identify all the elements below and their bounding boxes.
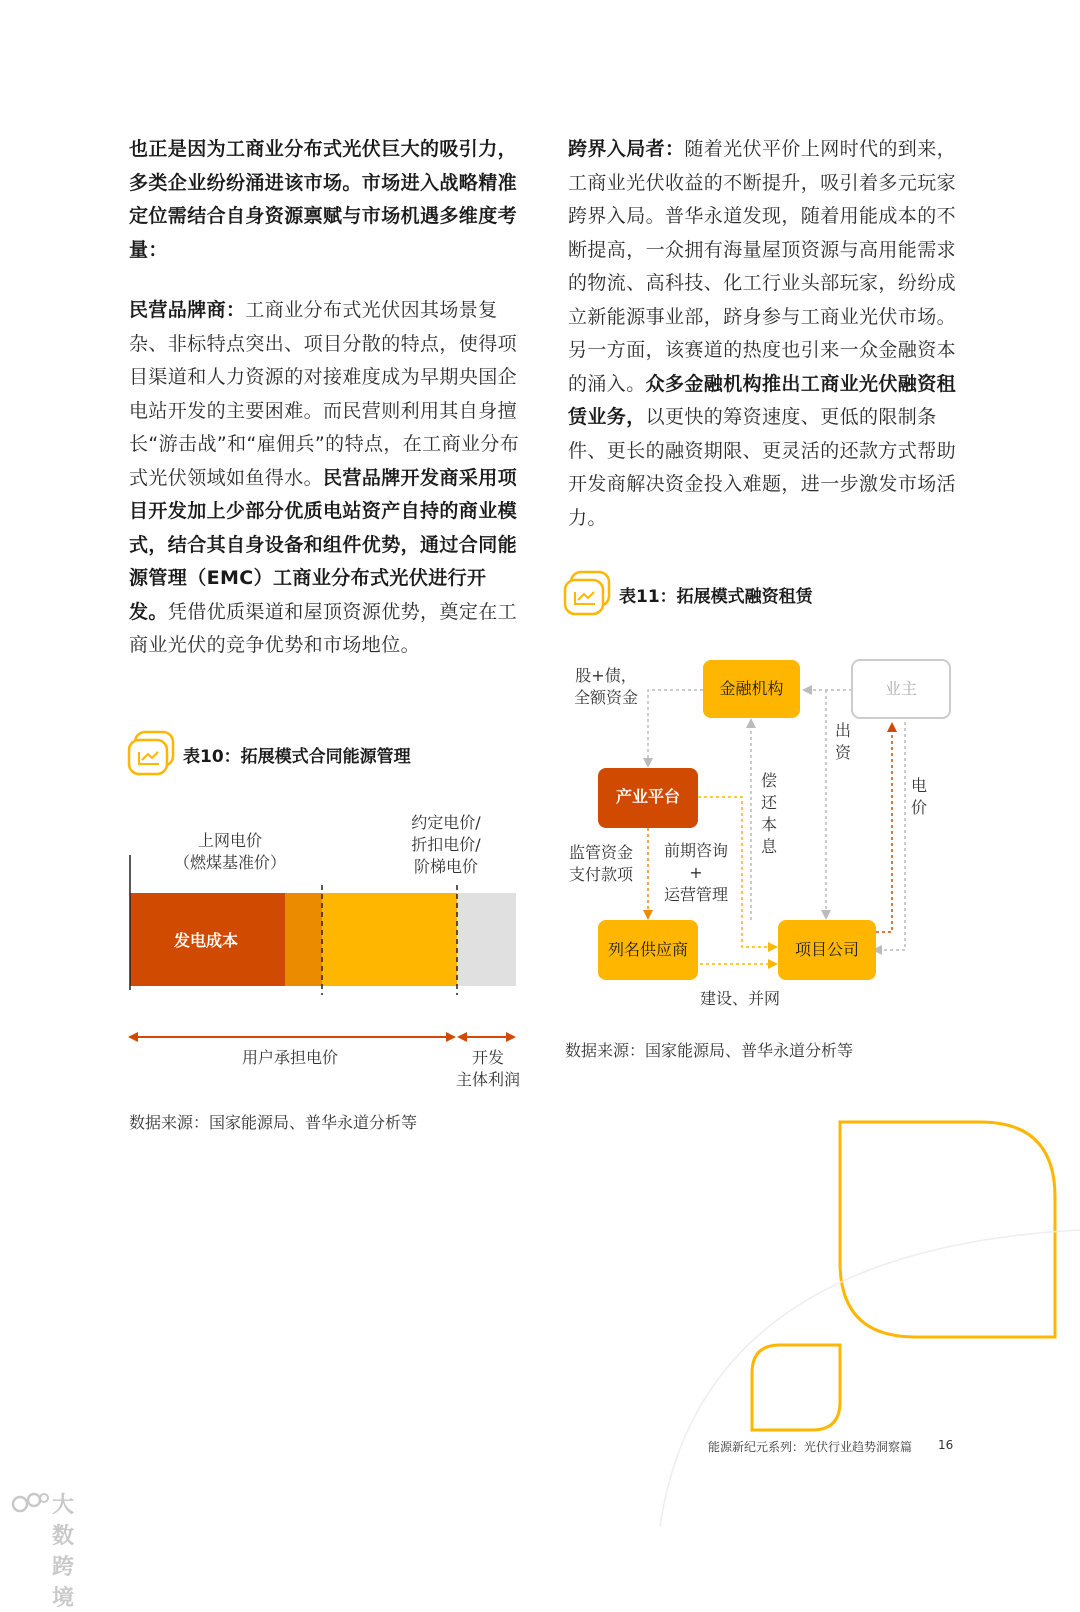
consulting-label: 前期咨询 + 运营管理 (663, 841, 728, 904)
grid-price-label: 上网电价 （燃煤基准价） (173, 831, 286, 872)
cross-border-paragraph: 跨界入局者：随着光伏平价上网时代的到来，工商业光伏收益的不断提升，吸引着多元玩家跨界入局。普华永道发现，随着用能成本的不断提高，一众拥有海量屋顶资源与高用能需求的物流、高科技、化工行业头部玩家，纷纷成立新能源事业部，跻身参与工商业光伏市场。另一方面，该赛道的热度也引来一众金融资本的涌入。众多金融机构推出工商业光伏融资租赁业务，以更快的筹资速度、更低的限制条件、更长的融资期限、更灵活的还款方式帮助开发商解决资金投入难题，进一步激发市场活力。 (568, 138, 957, 529)
agreed-price-label: 约定电价/ 折扣电价/ 阶梯电价 (411, 813, 481, 876)
user-price-label: 用户承担电价 (241, 1048, 338, 1067)
repay-label: 偿还本息 (760, 771, 777, 856)
figure-11-source: 数据来源：国家能源局、普华永道分析等 (565, 1041, 854, 1060)
industry-platform-label: 产业平台 (615, 787, 680, 806)
page-number: 16 (938, 1438, 954, 1452)
developer-profit-label: 开发 主体利润 (455, 1048, 520, 1089)
watermark-logo-icon (10, 1490, 50, 1516)
listed-supplier-label: 列名供应商 (607, 940, 688, 959)
generation-cost-label: 发电成本 (173, 931, 238, 950)
electricity-price-label: 电价 (910, 776, 927, 817)
figure-10-title: 表10：拓展模式合同能源管理 (183, 746, 411, 767)
watermark (10, 1490, 75, 1611)
project-company-label: 项目公司 (794, 940, 859, 959)
intro-paragraph: 也正是因为工商业分布式光伏巨大的吸引力，多类企业纷纷涌进该市场。市场进入战略精准定位需结合自身资源禀赋与市场机遇多维度考量： (129, 138, 518, 261)
private-brand-lead: 民营品牌商： (129, 299, 246, 321)
figure-10-source: 数据来源：国家能源局、普华永道分析等 (129, 1113, 418, 1132)
private-brand-paragraph: 民营品牌商：工商业分布式光伏因其场景复杂、非标特点突出、项目分散的特点，使得项目渠道和人力资源的对接难度成为早期央国企电站开发的主要困难。而民营则利用其自身擅长“游击战”和“雇佣兵”的特点，在工商业分布式光伏领域如鱼得水。民营品牌开发商采用项目开发加上少部分优质电站资产自持的商业模式，结合其自身设备和组件优势，通过合同能源管理（EMC）工商业分布式光伏进行开发。凭借优质渠道和屋顶资源优势，奠定在工商业光伏的竞争优势和市场地位。 (129, 299, 520, 656)
invest-label: 出资 (834, 721, 851, 762)
owner-label: 业主 (884, 679, 917, 698)
finance-institution-label: 金融机构 (719, 679, 784, 698)
figure-11-title: 表11：拓展模式融资租赁 (619, 586, 813, 607)
watermark-text: 大数跨境 (52, 1493, 75, 1611)
cross-border-lead: 跨界入局者： (568, 138, 685, 160)
supervise-funds-label: 监管资金 支付款项 (568, 843, 633, 884)
footer-series-title: 能源新纪元系列：光伏行业趋势洞察篇 (708, 1440, 913, 1454)
construction-label: 建设、并网 (699, 989, 780, 1008)
equity-debt-label: 股+债， 全额资金 (573, 666, 638, 707)
